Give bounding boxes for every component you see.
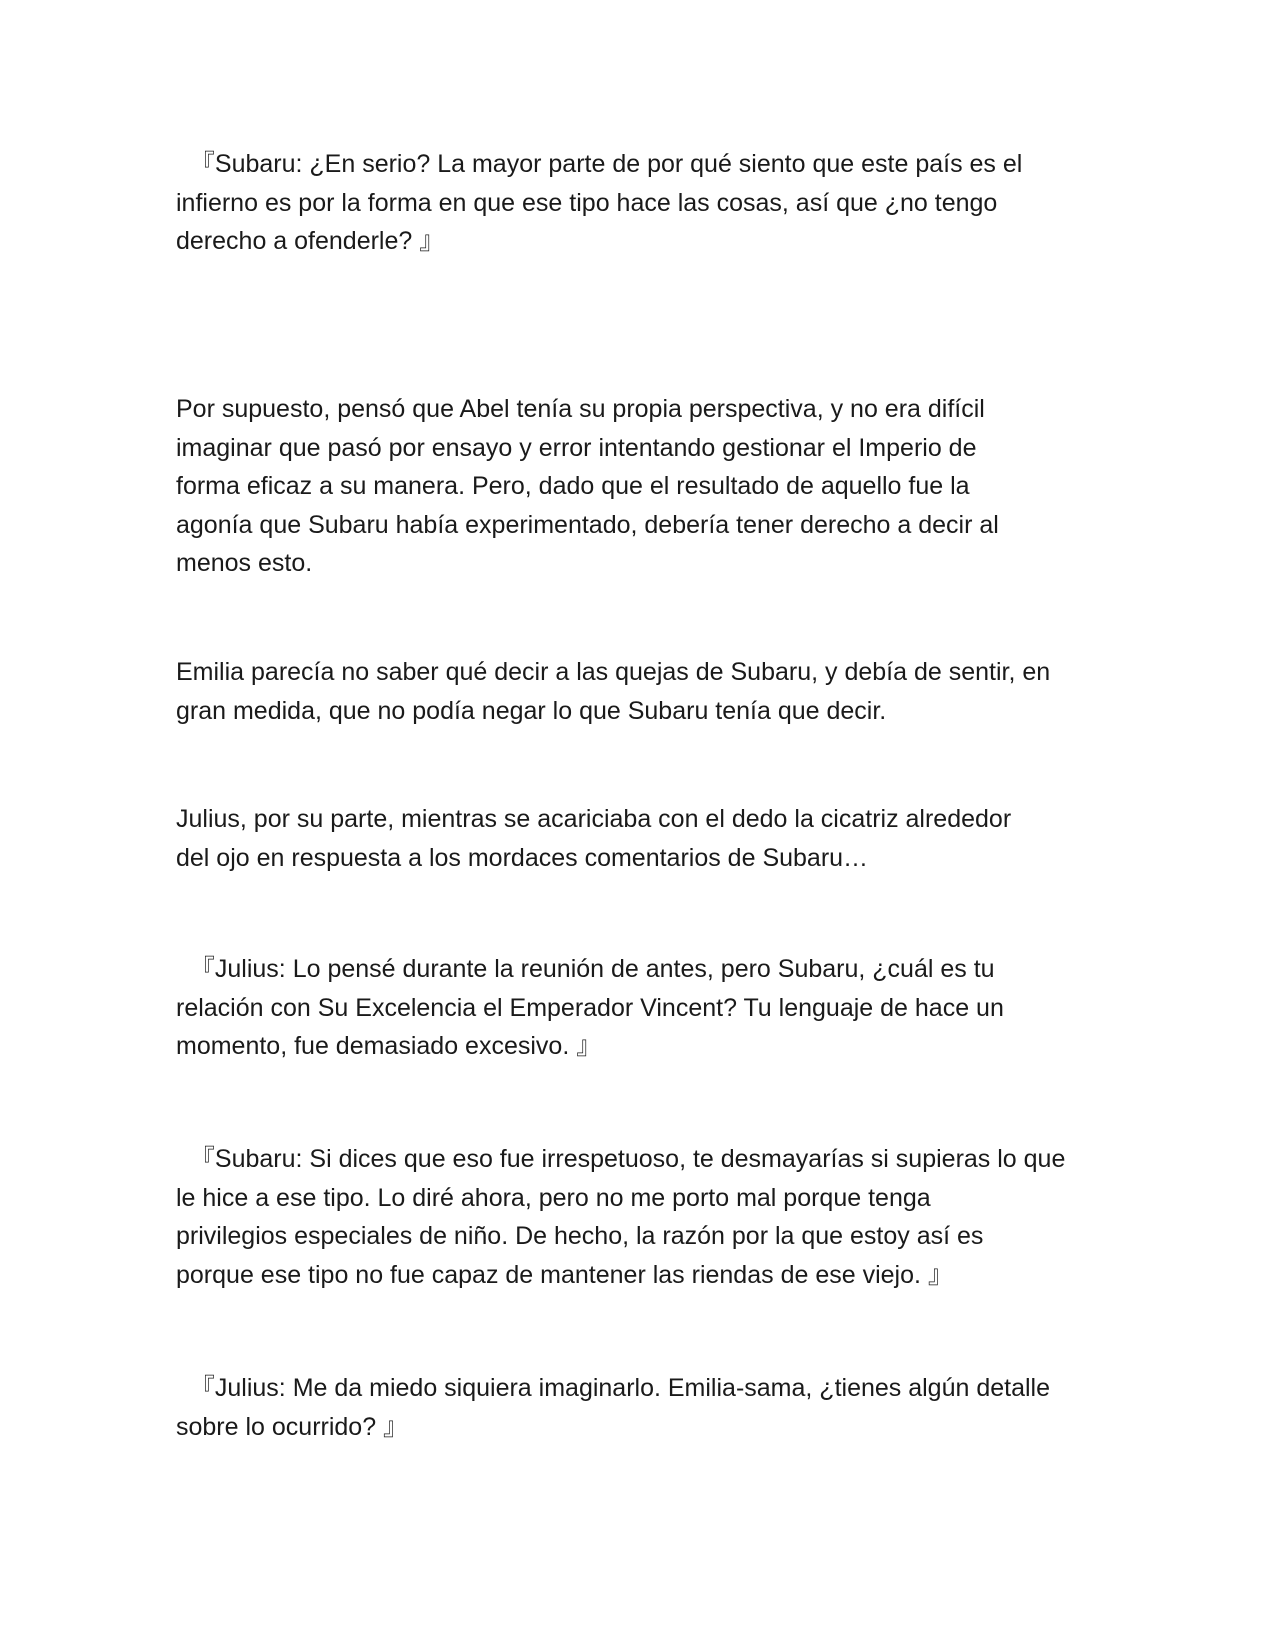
narration-paragraph-emilia: Emilia parecía no saber qué decir a las quejas de Subaru, y debía de sentir, en gran medida, que no podía negar lo que Subaru tenía que decir. (176, 658, 1051, 725)
narration-paragraph-julius: Julius, por su parte, mientras se acariciaba con el dedo la cicatriz alrededor del ojo en respuesta a los mordaces comentarios de Subaru… (176, 805, 1012, 872)
dialogue-paragraph-julius-2: 『Julius: Me da miedo siquiera imaginarlo. Emilia-sama, ¿tienes algún detalle sobre lo ocurrido? 』 (176, 1374, 1051, 1441)
dialogue-paragraph-julius-1: 『Julius: Lo pensé durante la reunión de antes, pero Subaru, ¿cuál es tu relación con Su Excelencia el Emperador Vincent? Tu lenguaje de hace un momento, fue demasiado excesivo. 』 (176, 955, 1004, 1060)
dialogue-paragraph-subaru-1: 『Subaru: ¿En serio? La mayor parte de por qué siento que este país es el infierno es por la forma en que ese tipo hace las cosas, así que ¿no tengo derecho a ofenderle? 』 (176, 150, 1023, 255)
dialogue-paragraph-subaru-2: 『Subaru: Si dices que eso fue irrespetuoso, te desmayarías si supieras lo que le hice a ese tipo. Lo diré ahora, pero no me porto mal porque tenga privilegios especiales de niño. De hecho, la razón por la que estoy así es porque ese tipo no fue capaz de mantener las riendas de ese viejo. 』 (176, 1145, 1066, 1289)
narration-paragraph-abel: Por supuesto, pensó que Abel tenía su propia perspectiva, y no era difícil imaginar que pasó por ensayo y error intentando gestionar el Imperio de forma eficaz a su manera. Pero, dado que el resultado de aquello fue la agonía que Subaru había experimentado, debería tener derecho a decir al menos esto. (176, 395, 999, 577)
